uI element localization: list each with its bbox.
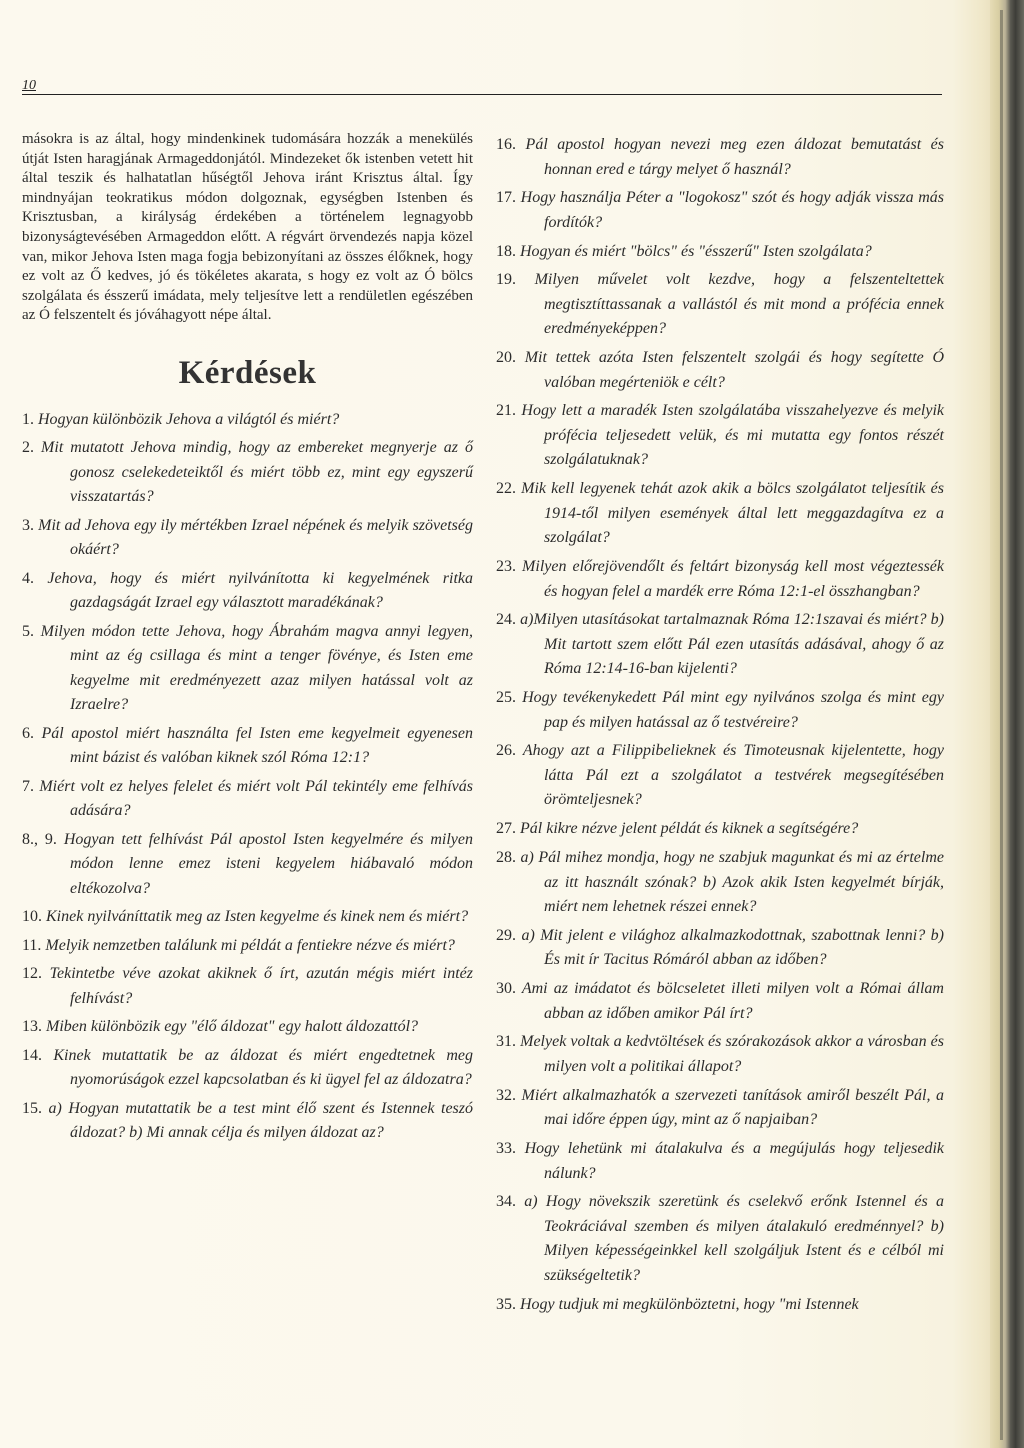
- question-item: [496, 817, 944, 842]
- question-number: 23.: [496, 558, 516, 576]
- question-text: a)Milyen utasításokat tartalmaznak Róma 12:1szavai és miért? b) Mit tartott szem előtt Pál ezen utasítás adásával, ahogy ő az Róma 12:14-16-ban kijelenti?: [520, 611, 944, 678]
- question-number: 22.: [496, 480, 516, 498]
- question-text: Hogyan tett felhívást Pál apostol Isten kegyelmére és milyen módon lenne emez isteni kegyelem hiábavaló módon eltékozolva?: [63, 830, 473, 897]
- question-text: Pál apostol miért használta fel Isten eme kegyelmeit egyenesen mint bázist és valóban kiknek szól Róma 12:1?: [41, 724, 474, 767]
- question-text: Miben különbözik egy "élő áldozat" egy halott áldozattól?: [46, 1018, 419, 1036]
- question-text: Hogy használja Péter a "logokosz" szót és hogy adják vissza más fordítók?: [520, 189, 945, 231]
- question-item: [22, 775, 473, 824]
- question-text: Hogyan és miért "bölcs" és "ésszerű" Isten szolgálata?: [520, 242, 872, 260]
- question-item: [496, 924, 944, 973]
- section-title: Kérdések: [178, 354, 317, 391]
- question-item: [496, 977, 944, 1026]
- question-text: Hogy lett a maradék Isten szolgálatába visszahelyezve és melyik prófécia teljesedett velük, és mi mutatta egy fontos részét szolgálatuknak?: [521, 402, 945, 469]
- header-rule: [22, 94, 942, 95]
- question-number: 14.: [22, 1046, 42, 1064]
- question-text: Ahogy azt a Filippibelieknek és Timoteusnak kijelentette, hogy látta Pál ezt a szolgálatot a testvérek megsegítésében örömteljesnek?: [522, 742, 944, 809]
- left-column: [22, 130, 473, 1150]
- question-text: Hogy lehetünk mi átalakulva és a megújulás hogy teljesedik nálunk?: [524, 1140, 945, 1182]
- question-text: Melyik nemzetben találunk mi példát a fentiekre nézve és miért?: [45, 936, 455, 954]
- question-number: 8., 9.: [22, 830, 57, 848]
- question-item: [496, 1190, 944, 1288]
- question-text: Milyen művelet volt kezdve, hogy a felszenteltettek megtisztíttassanak a vallástól és mit mond a prófécia ennek eredményeképpen?: [534, 271, 945, 338]
- question-item: [22, 905, 473, 930]
- question-item: [22, 962, 473, 1011]
- question-number: 17.: [496, 189, 516, 207]
- question-text: Mit mutatott Jehova mindig, hogy az embereket megnyerje az ő gonosz cselekedeteiktől és miért több ez, mint egy egyszerű visszatartás?: [41, 439, 474, 506]
- question-text: Milyen módon tette Jehova, hogy Ábrahám magva annyi legyen, mint az ég csillaga és mint a tenger fövénye, és Isten eme kegyelme mit eredményezett azaz milyen hatással volt az Izraelre?: [40, 622, 473, 714]
- question-item: [496, 240, 944, 265]
- question-number: 32.: [496, 1086, 516, 1104]
- page-number: 10: [22, 78, 36, 93]
- question-item: [22, 567, 473, 616]
- question-text: Kinek mutattatik be az áldozat és miért engedtetnek meg nyomorúságok ezzel kapcsolatban és ki ügyel fel az áldozatra?: [53, 1046, 473, 1089]
- question-number: 1.: [22, 410, 34, 428]
- question-text: Miért volt ez helyes felelet és miért volt Pál tekintély eme felhívás adására?: [39, 777, 474, 820]
- question-item: [496, 1084, 944, 1133]
- right-column: [496, 133, 944, 1321]
- question-number: 2.: [22, 439, 34, 457]
- book-binding-edge: [990, 0, 1024, 1448]
- question-text: a) Hogyan mutattatik be a test mint élő szent és Istennek teszó áldozat? b) Mi annak célja és milyen áldozat az?: [48, 1099, 473, 1142]
- question-number: 20.: [496, 349, 516, 367]
- question-number: 16.: [496, 136, 516, 153]
- question-item: [496, 555, 944, 604]
- question-number: 27.: [496, 820, 516, 838]
- question-number: 35.: [496, 1295, 516, 1313]
- question-item: [22, 408, 473, 433]
- question-text: Mit tettek azóta Isten felszentelt szolgái és hogy segítette Ó valóban megérteniök e célt?: [524, 349, 945, 391]
- questions-list-right: [496, 133, 944, 1317]
- question-text: Mik kell legyenek tehát azok akik a bölcs szolgálatot teljesítik és 1914-től milyen események által lett meggazdagítva ez a szolgálat?: [521, 480, 945, 547]
- question-number: 10.: [22, 908, 42, 926]
- question-item: [22, 1097, 473, 1146]
- question-number: 12.: [22, 965, 42, 983]
- question-item: [22, 514, 473, 563]
- question-text: Miért alkalmazhatók a szervezeti tanítások amiről beszélt Pál, a mai időre éppen úgy, mint az ő napjaiban?: [521, 1086, 945, 1129]
- question-number: 5.: [22, 622, 34, 640]
- question-item: [22, 620, 473, 718]
- question-text: Milyen előrejövendőlt és feltárt bizonyság kell most végeztessék és hogyan felel a mardék erre Róma 12:1-el összhangban?: [522, 558, 945, 600]
- question-number: 19.: [496, 271, 516, 289]
- question-text: a) Mit jelent e világhoz alkalmazkodottnak, szabottnak lenni? b) És mit ír Tacitus Rómáról abban az időben?: [521, 926, 945, 969]
- question-item: [496, 1137, 944, 1186]
- question-number: 25.: [496, 689, 516, 707]
- question-item: [496, 133, 944, 182]
- question-item: [496, 608, 944, 682]
- question-number: 31.: [496, 1033, 516, 1051]
- question-text: Pál kikre nézve jelent példát és kiknek a segítségére?: [520, 820, 859, 838]
- question-number: 11.: [22, 936, 42, 954]
- question-item: [22, 828, 473, 902]
- question-item: [496, 477, 944, 551]
- question-number: 21.: [496, 402, 516, 420]
- question-number: 29.: [496, 926, 516, 944]
- question-number: 13.: [22, 1018, 42, 1036]
- question-item: [496, 846, 944, 920]
- question-number: 34.: [496, 1193, 516, 1211]
- question-item: [22, 934, 473, 959]
- question-item: [496, 686, 944, 735]
- question-number: 30.: [496, 980, 516, 998]
- question-text: Hogy tevékenykedett Pál mint egy nyilvános szolga és mint egy pap és milyen hatással az ő testvéreire?: [522, 689, 945, 731]
- question-text: Kinek nyilváníttatik meg az Isten kegyelme és kinek nem és miért?: [46, 908, 469, 926]
- body-paragraph: másokra is az által, hogy mindenkinek tudomására hozzák a menekülés útját Isten haragjának Armageddonjától. Mindezeket ők istenben vetett hit által teszik és halhatatlan hűségtől Jehova iránt Krisztus által. Így mindnyájan teokratikus módon dolgoznak, egységben Istenben és Krisztusban, a királyság érdekében a történelem legnagyobb bizonyságtevésében Armageddon előtt. A régvárt örvendezés napja közel van, mikor Jehova Isten maga fogja bebizonyítani az összes élőknek, hogy ez volt az Ő kedves, jó és tökéletes akarata, s hogy ez volt az Ó bölcs szolgálata és ésszerű imádata, mely teljesítve lett a rendületlen egészében az Ó felszentelt és jóváhagyott népe által.: [22, 131, 473, 324]
- question-number: 4.: [22, 569, 34, 587]
- question-item: [496, 268, 944, 342]
- question-number: 33.: [496, 1140, 516, 1158]
- question-text: Melyek voltak a kedvtöltések és szórakozások akkor a városban és milyen volt a politikai állapot?: [520, 1033, 945, 1075]
- question-item: [496, 739, 944, 813]
- question-item: [496, 346, 944, 395]
- question-text: Hogy tudjuk mi megkülönböztetni, hogy "mi Istennek: [520, 1295, 859, 1313]
- question-text: Tekintetbe véve azokat akiknek ő írt, azután mégis miért intéz felhívást?: [49, 965, 474, 1007]
- question-item: [22, 1044, 473, 1093]
- question-text: Mit ad Jehova egy ily mértékben Izrael népének és melyik szövetség okáért?: [38, 516, 474, 559]
- question-item: [496, 1293, 944, 1318]
- question-item: [496, 1030, 944, 1079]
- question-text: a) Pál mihez mondja, hogy ne szabjuk magunkat és mi az értelme az itt használt szónak? b) Azok akik Isten kegyelmét bírják, miért nem lehetnek részei ennek?: [520, 849, 944, 916]
- question-text: a) Hogy növekszik szeretünk és cselekvő erőnk Istennel és a Teokráciával szemben és milyen átalakuló eredménnyel? b) Milyen képességeinkkel kell szolgáljuk Istent és e célból mi szükségeltetik?: [524, 1193, 944, 1284]
- question-number: 26.: [496, 742, 516, 760]
- question-number: 18.: [496, 242, 516, 260]
- question-item: [22, 1015, 473, 1040]
- question-item: [496, 399, 944, 473]
- question-text: Jehova, hogy és miért nyilvánította ki kegyelmének ritka gazdagságát Izrael egy választott maradékának?: [47, 569, 474, 612]
- question-item: [22, 436, 473, 510]
- question-number: 15.: [22, 1099, 42, 1117]
- question-text: Pál apostol hogyan nevezi meg ezen áldozat bemutatást és honnan ered e tárgy melyet ő használ?: [525, 136, 945, 178]
- question-number: 7.: [22, 777, 34, 795]
- question-text: Hogyan különbözik Jehova a világtól és miért?: [38, 410, 340, 428]
- question-number: 3.: [22, 516, 34, 534]
- question-text: Ami az imádatot és bölcseletet illeti milyen volt a Római állam abban az időben amikor Pál írt?: [521, 980, 944, 1022]
- questions-list-left: [22, 408, 473, 1146]
- question-item: [22, 722, 473, 771]
- question-number: 6.: [22, 724, 34, 742]
- question-number: 24.: [496, 611, 516, 629]
- question-item: [496, 186, 944, 235]
- question-number: 28.: [496, 849, 516, 867]
